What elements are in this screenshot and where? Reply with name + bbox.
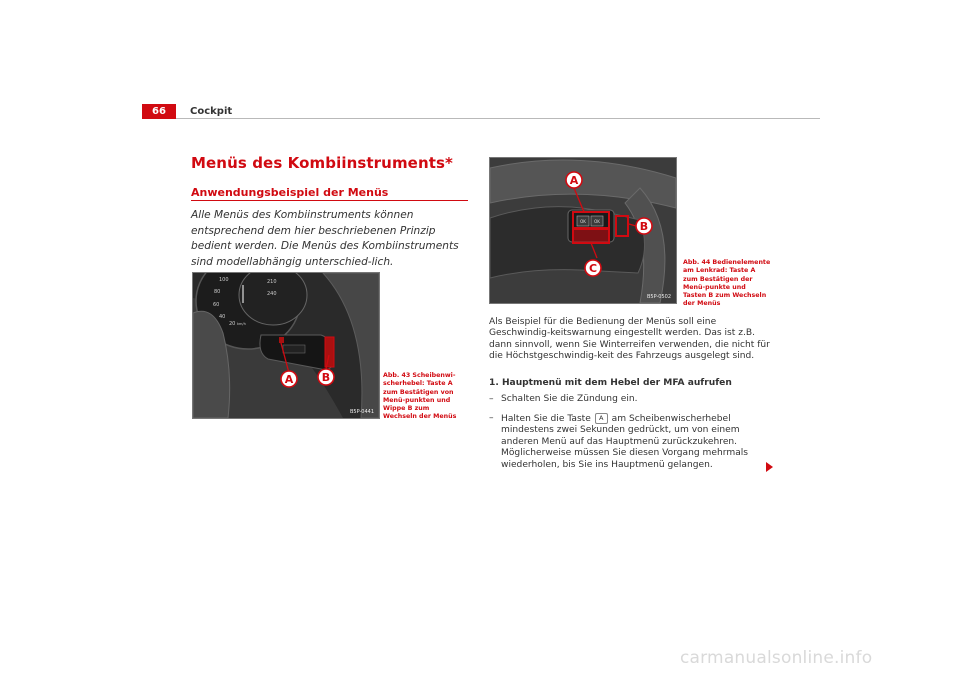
button-label: OK <box>594 219 600 224</box>
gauge-label: 210 <box>267 279 277 285</box>
callout-b-label: B <box>639 220 649 233</box>
gauge-label: 60 <box>213 302 220 308</box>
subsection-rule <box>191 200 468 201</box>
key-a-icon: A <box>595 413 608 424</box>
steering-wheel-illustration <box>490 158 676 303</box>
page-number: 66 <box>142 104 176 119</box>
continue-arrow-icon <box>766 462 773 472</box>
list-item-text-pre: Halten Sie die Taste <box>501 414 591 424</box>
gauge-label: 80 <box>214 289 221 295</box>
figure-id: B5P-0502 <box>646 294 671 300</box>
figure-id: B5P-0441 <box>349 409 374 415</box>
step-heading: 1. Hauptmenü mit dem Hebel der MFA aufrufen <box>489 378 732 388</box>
list-dash: – <box>489 394 494 404</box>
subsection-title: Anwendungsbeispiel der Menüs <box>191 186 389 199</box>
list-dash: – <box>489 413 494 423</box>
wiper-lever-illustration <box>193 273 379 418</box>
intro-paragraph: Alle Menüs des Kombiinstruments können entsprechend dem hier beschriebenen Prinzip bedient werden. Die Menüs des Kombiinstruments sind modellabhängig unterschied-lich. <box>191 209 459 268</box>
gauge-unit: km/h <box>237 322 246 326</box>
callout-b-label: B <box>321 371 331 384</box>
figure-43-caption: Abb. 43 Scheibenwi-scherhebel: Taste A zum Bestätigen von Menü-punkten und Wippe B zum Wechseln der Menüs <box>383 372 457 421</box>
callout-c-label: C <box>588 262 598 275</box>
body-paragraph: Als Beispiel für die Bedienung der Menüs soll eine Geschwindig-keitswarnung eingestellt werden. Das ist z.B. dann sinnvoll, wenn Sie Winterreifen verwenden, die nicht für die Höchstgeschwindig-keit des Fahrzeugs ausgelegt sind. <box>489 317 770 362</box>
watermark: carmanualsonline.info <box>680 648 873 668</box>
section-title: Menüs des Kombiinstruments* <box>191 154 453 172</box>
list-item-text: Schalten Sie die Zündung ein. <box>501 394 638 404</box>
figure-44-caption: Abb. 44 Bedienelemente am Lenkrad: Taste A zum Bestätigen der Menü-punkte und Tasten B zum Wechseln der Menüs <box>683 259 771 308</box>
gauge-label: 20 <box>229 321 236 327</box>
callout-a-label: A <box>569 174 579 187</box>
chapter-title: Cockpit <box>190 106 233 117</box>
figure-wiper-lever <box>192 272 380 419</box>
gauge-label: 100 <box>219 277 229 283</box>
gauge-label: 240 <box>267 291 277 297</box>
list-item-text-post: am Scheibenwischerhebel mindestens zwei Sekunden gedrückt, um von einem anderen Menü auf das Hauptmenü zurückzukehren. Möglicherweise müssen Sie diesen Vorgang mehrmals wiederholen, bis Sie ins Hauptmenü gelangen. <box>501 414 749 470</box>
header-rule <box>142 118 820 119</box>
gauge-label: 40 <box>219 314 226 320</box>
figure-steering-wheel <box>489 157 677 304</box>
button-label: OK <box>580 219 586 224</box>
callout-a-label: A <box>284 373 294 386</box>
list-item-text <box>501 413 776 471</box>
